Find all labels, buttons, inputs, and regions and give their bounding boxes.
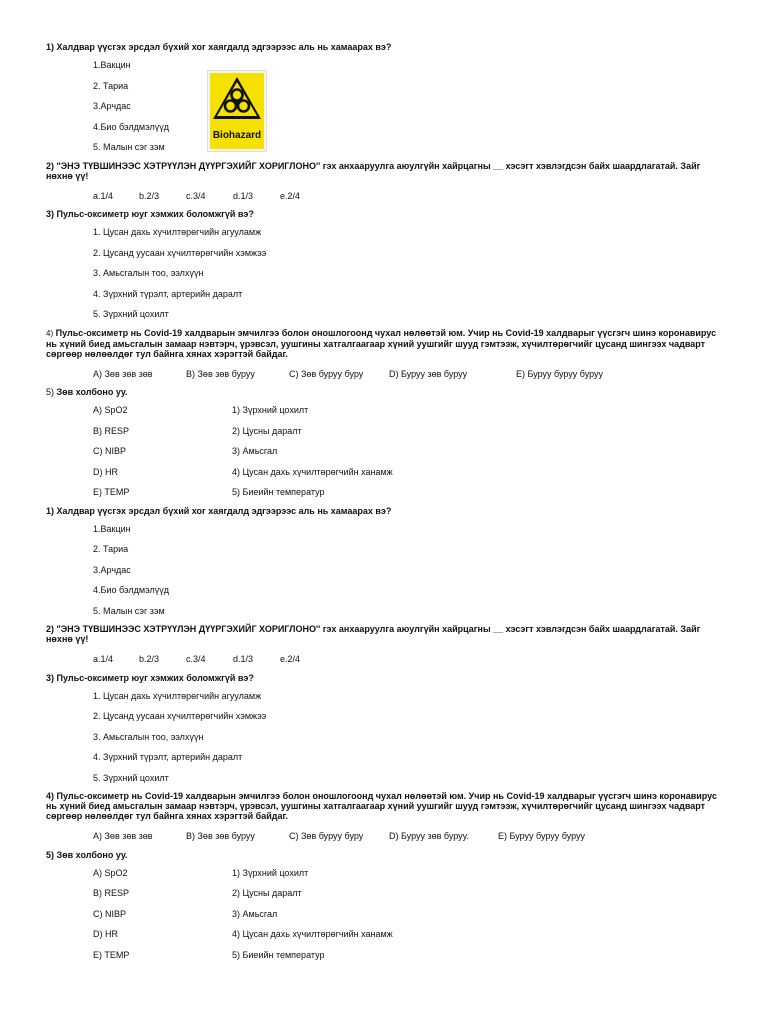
q5-right-5: 5) Биеийн температур: [232, 949, 325, 960]
q2-option-d: d.1/3: [233, 190, 254, 201]
q2-options: [93, 189, 722, 210]
q1-option-3: 3.Арчдас: [93, 564, 131, 575]
q4-option-b: B) Зөв зөв буруу: [186, 368, 255, 379]
q3-option-5: 5. Зүрхний цохилт: [93, 309, 169, 319]
q1-option-5: 5. Малын сэг зэм: [93, 605, 165, 616]
q1-option-1: 1.Вакцин: [93, 523, 131, 534]
q4-options-repeat: [93, 829, 722, 850]
q5-right-5: 5) Биеийн температур: [232, 487, 325, 497]
q5-left-d: D) HR: [93, 929, 118, 939]
q5-left-a: A) SpO2: [93, 405, 128, 415]
q3-option-1: 1. Цусан дахь хүчилтөрөгчийн агууламж: [93, 227, 262, 237]
q5-match-row: [93, 927, 722, 948]
question-5-title: [46, 387, 722, 397]
q2-option-e: e.2/4: [280, 654, 301, 664]
question-4-text: Пульс-оксиметр нь Covid-19 халдварын эмчилгээ болон оношлогоонд чухал нөлөөтэй юм. Учир нь Covid-19 халдварыг үүсгэгч шинэ коронавирус нь хүний биед амьсгалын замаар нэвтэрч, үрэвсэл, уушгины хатгалгаагаар хүний уушгийг шууд гэмтээж, хүчилтөрөгчийг цусанд шингээх чадварт сөргөөр нөлөөлдөг тул байнга хянах хэрэгтэй байдаг.: [46, 327, 717, 359]
q5-left-e: E) TEMP: [93, 949, 130, 960]
q2-option-a: a.1/4: [93, 190, 114, 201]
question-4-title: [46, 328, 722, 359]
q1-option-2: 2. Тариа: [93, 544, 129, 554]
q5-match-row: [93, 465, 722, 486]
question-5-text: Зөв холбоно уу.: [54, 387, 128, 397]
q2-option-d: d.1/3: [233, 654, 254, 664]
question-3-title: 3) Пульс-оксиметр юуг хэмжих боломжгүй вэ?: [46, 209, 254, 219]
q5-match-row: [93, 907, 722, 928]
question-2-title-repeat: 2) "ЭНЭ ТҮВШИНЭЭС ХЭТРҮҮЛЭН ДҮҮРГЭХИЙГ ХОРИГЛОНО'' гэх анхааруулга аюулгүйн хайрцагны __ хэсэгт хэвлэгдсэн байх шаардлагатай. Зайг нөхнө үү!: [46, 624, 701, 644]
q5-right-3: 3) Амьсгал: [232, 908, 278, 919]
q1-option-1: 1.Вакцин: [93, 60, 131, 70]
question-4-number: 4): [46, 328, 54, 338]
q3-option-3: 3. Амьсгалын тоо, ээлхүүн: [93, 268, 204, 278]
q2-option-e: e.2/4: [280, 190, 301, 201]
question-4-title-repeat: 4) Пульс-оксиметр нь Covid-19 халдварын эмчилгээ болон оношлогоонд чухал нөлөөтэй юм. Учир нь Covid-19 халдварыг үүсгэгч шинэ коронавирус нь хүний биед амьсгалын замаар нэвтэрч, үрэвсэл, уушгины хатгалгаагаар хүний уушгийг шууд гэмтээж, хүчилтөрөгчийг цусанд шингээх чадварт сөргөөр нөлөөлдөг тул байнга хянах хэрэгтэй байдаг.: [46, 791, 717, 821]
q4-option-a: A) Зөв зөв зөв: [93, 368, 153, 379]
q5-left-c: C) NIBP: [93, 446, 127, 456]
q1-option-4: 4.Био бэлдмэлүүд: [93, 121, 169, 132]
q4-option-c: C) Зөв буруу буру: [289, 368, 364, 379]
q5-left-e: E) TEMP: [93, 487, 130, 497]
q5-match-row: [93, 866, 722, 887]
q5-match-row: [93, 948, 722, 969]
q5-right-1: 1) Зүрхний цохилт: [232, 867, 309, 878]
q5-left-d: D) HR: [93, 466, 118, 477]
q4-option-b: B) Зөв зөв буруу: [186, 831, 255, 841]
q5-left-b: B) RESP: [93, 888, 130, 898]
question-3-title-repeat: 3) Пульс-оксиметр юуг хэмжих боломжгүй вэ?: [46, 672, 254, 683]
q5-right-2: 2) Цусны даралт: [232, 425, 302, 436]
q5-match-row: [93, 403, 722, 424]
q5-right-3: 3) Амьсгал: [232, 446, 278, 456]
question-2-title: 2) "ЭНЭ ТҮВШИНЭЭС ХЭТРҮҮЛЭН ДҮҮРГЭХИЙГ ХОРИГЛОНО'' гэх анхааруулга аюулгүйн хайрцагны __ хэсэгт хэвлэгдсэн байх шаардлагатай. Зайг нөхнө үү!: [46, 160, 701, 181]
question-5-number: 5): [46, 387, 55, 397]
q3-option-1: 1. Цусан дахь хүчилтөрөгчийн агууламж: [93, 690, 262, 701]
q5-left-a: A) SpO2: [93, 867, 128, 878]
q4-option-e: E) Буруу буруу буруу: [516, 368, 604, 379]
q2-option-b: b.2/3: [139, 654, 160, 664]
q4-option-a: A) Зөв зөв зөв: [93, 831, 153, 841]
q2-option-c: c.3/4: [186, 654, 206, 664]
q2-option-b: b.2/3: [139, 190, 160, 201]
q5-match-row: [93, 485, 722, 506]
q5-left-c: C) NIBP: [93, 908, 127, 919]
q5-right-1: 1) Зүрхний цохилт: [232, 405, 309, 415]
q5-match-row: [93, 444, 722, 465]
q2-options-repeat: [93, 652, 722, 673]
q3-option-4: 4. Зүрхний түрэлт, артерийн даралт: [93, 752, 243, 762]
q1-option-3: 3.Арчдас: [93, 101, 131, 111]
q3-option-5: 5. Зүрхний цохилт: [93, 772, 169, 783]
q4-option-d: D) Буруу зөв буруу.: [389, 831, 469, 841]
question-1-title: 1) Халдвар үүсгэх эрсдэл бүхий хог хаягдалд эдгээрээс аль нь хамаарах вэ?: [46, 42, 392, 52]
q1-option-4: 4.Био бэлдмэлүүд: [93, 585, 169, 595]
q2-option-a: a.1/4: [93, 654, 114, 664]
q3-option-3: 3. Амьсгалын тоо, ээлхүүн: [93, 731, 204, 742]
q5-left-b: B) RESP: [93, 425, 130, 436]
q3-option-4: 4. Зүрхний түрэлт, артерийн даралт: [93, 288, 243, 299]
q1-option-2: 2. Тариа: [93, 80, 129, 91]
question-1-title-repeat: 1) Халдвар үүсгэх эрсдэл бүхий хог хаягдалд эдгээрээс аль нь хамаарах вэ?: [46, 505, 392, 516]
q5-right-4: 4) Цусан дахь хүчилтөрөгчийн ханамж: [232, 929, 393, 939]
q5-match-row: [93, 424, 722, 445]
q4-options: [93, 367, 722, 388]
question-5-title-repeat: 5) Зөв холбоно уу.: [46, 849, 128, 860]
q3-option-2: 2. Цусанд уусаан хүчилтөрөгчийн хэмжээ: [93, 711, 267, 721]
q2-option-c: c.3/4: [186, 190, 206, 201]
q4-option-d: D) Буруу зөв буруу: [389, 368, 468, 379]
q5-right-2: 2) Цусны даралт: [232, 888, 302, 898]
q3-option-2: 2. Цусанд уусаан хүчилтөрөгчийн хэмжээ: [93, 247, 267, 258]
q5-right-4: 4) Цусан дахь хүчилтөрөгчийн ханамж: [232, 466, 393, 477]
q1-option-5: 5. Малын сэг зэм: [93, 142, 165, 152]
biohazard-label: Biohazard: [212, 130, 262, 141]
q4-option-e: E) Буруу буруу буруу: [498, 831, 586, 841]
q4-option-c: C) Зөв буруу буру: [289, 831, 364, 841]
q5-match-row: [93, 886, 722, 907]
document-page: [46, 42, 722, 968]
